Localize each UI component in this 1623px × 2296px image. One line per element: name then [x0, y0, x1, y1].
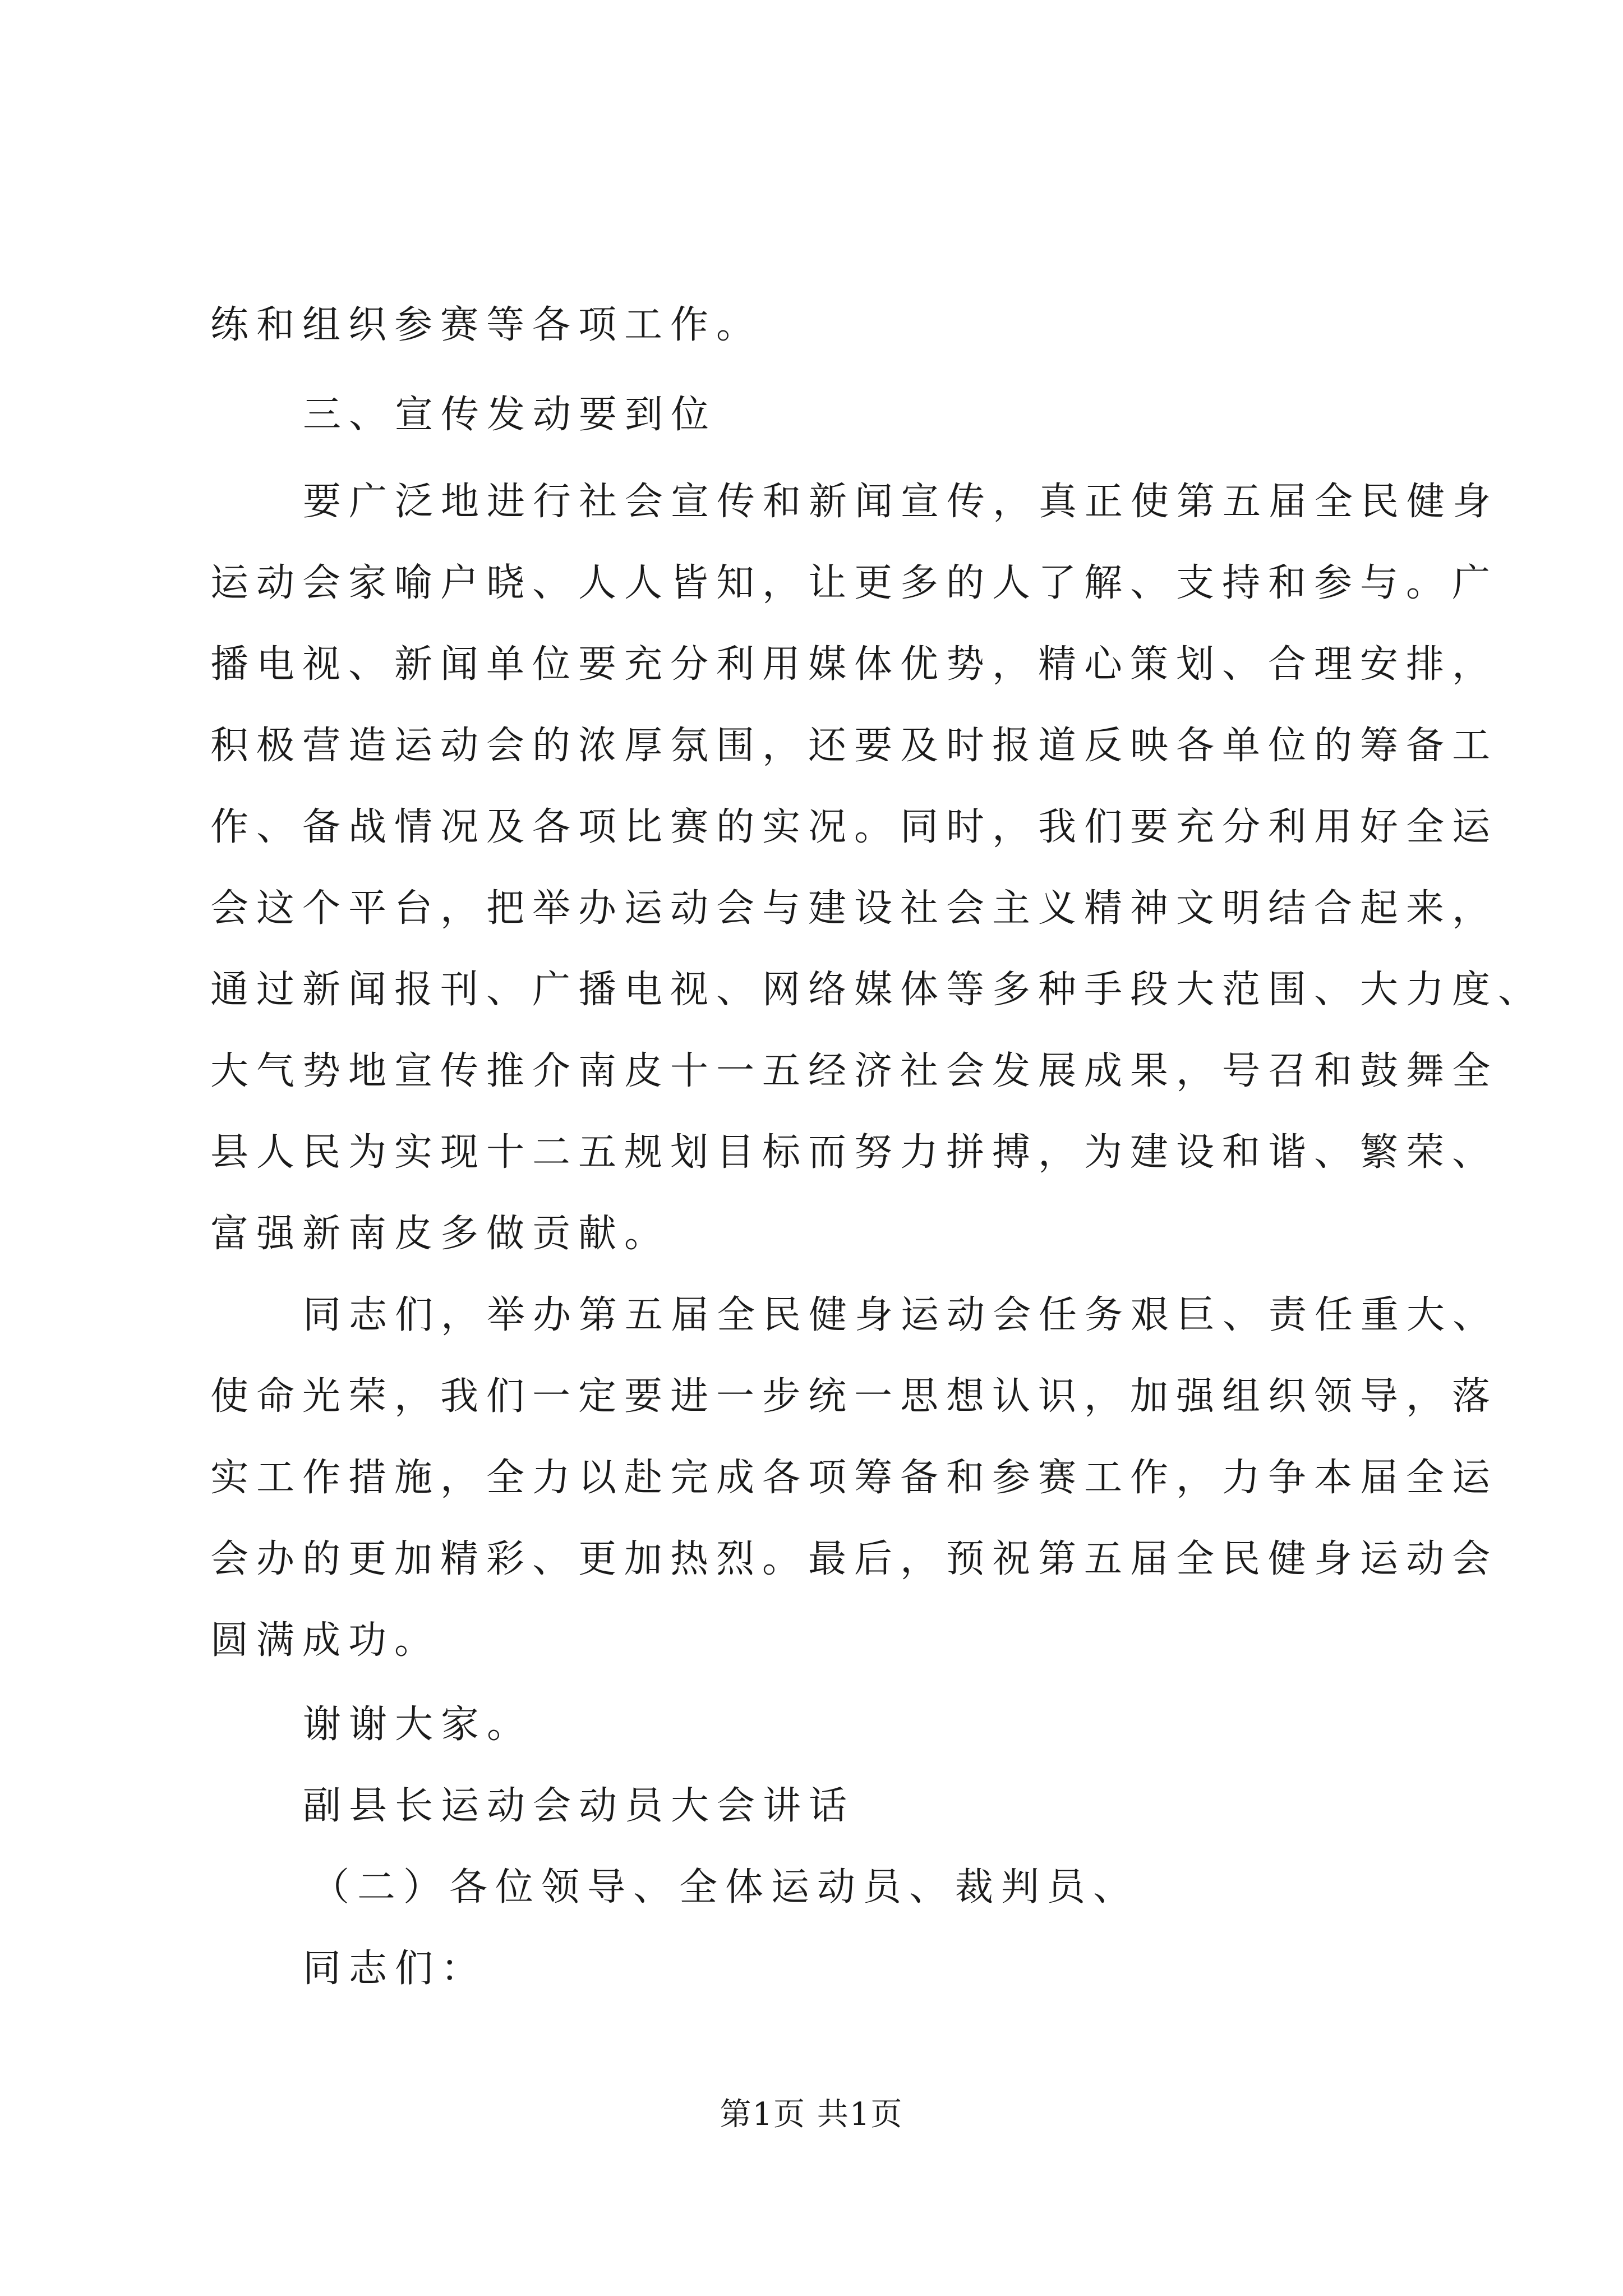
text-line: 积极营造运动会的浓厚氛围，还要及时报道反映各单位的筹备工 — [210, 724, 1498, 768]
speech-title: 副县长运动会动员大会讲话 — [303, 1784, 855, 1828]
salutation-line: （二）各位领导、全体运动员、裁判员、 — [311, 1865, 1140, 1910]
text-line: 作、备战情况及各项比赛的实况。同时，我们要充分利用好全运 — [210, 805, 1498, 849]
text-line: 谢谢大家。 — [303, 1703, 533, 1747]
text-line: 播电视、新闻单位要充分利用媒体优势，精心策划、合理安排， — [210, 642, 1498, 687]
text-line: 同志们，举办第五届全民健身运动会任务艰巨、责任重大、 — [303, 1293, 1499, 1337]
text-line: 运动会家喻户晓、人人皆知，让更多的人了解、支持和参与。广 — [210, 561, 1498, 605]
salutation-line: 同志们： — [303, 1947, 487, 1991]
text-line: 大气势地宣传推介南皮十一五经济社会发展成果，号召和鼓舞全 — [210, 1049, 1498, 1093]
text-line: 练和组织参赛等各项工作。 — [210, 303, 763, 347]
text-line: 富强新南皮多做贡献。 — [210, 1212, 671, 1256]
page-footer: 第1页 共1页 — [720, 2096, 903, 2133]
text-line: 通过新闻报刊、广播电视、网络媒体等多种手段大范围、大力度、 — [210, 968, 1544, 1012]
text-line: 使命光荣，我们一定要进一步统一思想认识，加强组织领导，落 — [210, 1374, 1498, 1419]
text-line: 要广泛地进行社会宣传和新闻宣传，真正使第五届全民健身 — [303, 480, 1499, 524]
text-line: 会办的更加精彩、更加热烈。最后，预祝第五届全民健身运动会 — [210, 1537, 1498, 1581]
section-heading: 三、宣传发动要到位 — [303, 393, 717, 437]
text-line: 县人民为实现十二五规划目标而努力拼搏，为建设和谐、繁荣、 — [210, 1130, 1498, 1175]
text-line: 实工作措施，全力以赴完成各项筹备和参赛工作，力争本届全运 — [210, 1456, 1498, 1500]
text-line: 会这个平台，把举办运动会与建设社会主义精神文明结合起来， — [210, 886, 1498, 931]
text-line: 圆满成功。 — [210, 1618, 441, 1663]
